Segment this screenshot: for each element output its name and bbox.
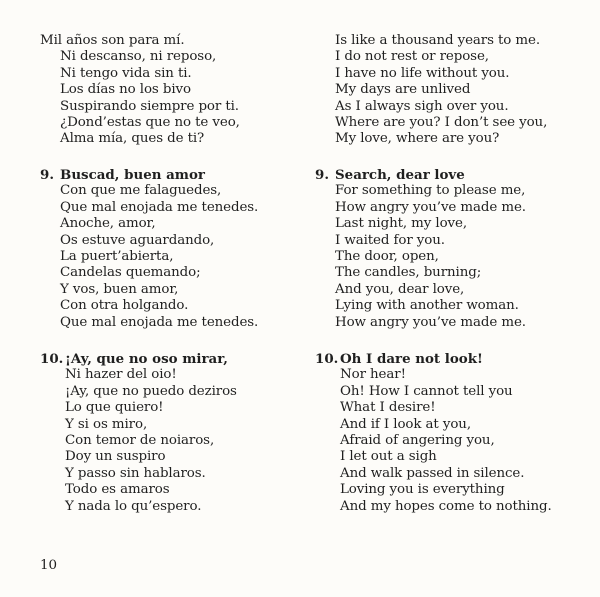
verse-line: And my hopes come to nothing. [340, 498, 552, 514]
verse-line: Last night, my love, [335, 216, 467, 232]
song-9-english [315, 167, 526, 331]
song-title: Search, dear love [335, 167, 465, 183]
song-title: Buscad, buen amor [60, 167, 205, 183]
verse-line: Ni hazer del oio! [65, 367, 177, 383]
verse-line: Suspirando siempre por ti. [60, 98, 239, 114]
song-title: Oh I dare not look! [340, 351, 483, 367]
song-heading [40, 167, 258, 183]
verse-line: How angry you’ve made me. [335, 314, 526, 330]
verse-line: Que mal enojada me tenedes. [60, 199, 259, 215]
verse-line: My days are unlived [335, 82, 471, 98]
verse-line: Que mal enojada me tenedes. [60, 314, 259, 330]
verse-line: Alma mía, ques de ti? [60, 131, 205, 147]
verse-line: And you, dear love, [335, 281, 465, 297]
verse-line: For something to please me, [335, 183, 526, 199]
verse-line: As I always sigh over you. [335, 98, 509, 114]
song-10-english [315, 351, 552, 515]
verse-line: Lo que quiero! [65, 400, 164, 416]
verse-line: How angry you’ve made me. [335, 199, 526, 215]
verse-line: Los días no los bivo [60, 82, 191, 98]
verse-line: La puert’abierta, [60, 248, 174, 264]
verse-line: The candles, burning; [335, 265, 482, 281]
verse-line: Con temor de noiaros, [65, 432, 215, 448]
verse-line: Doy un suspiro [65, 449, 166, 465]
verse-line: Ni tengo vida sin ti. [60, 65, 192, 81]
song-number: 10. [315, 351, 339, 367]
verse-line: My love, where are you? [335, 131, 500, 147]
song-heading [315, 167, 526, 183]
verse-line: And if I look at you, [340, 416, 471, 432]
verse-line: Y passo sin hablaros. [65, 465, 206, 481]
verse-line: Y vos, buen amor, [60, 281, 179, 297]
verse-line: Mil años son para mí. [40, 33, 185, 48]
verse-line: Is like a thousand years to me. [335, 33, 540, 48]
verse-line: Y si os miro, [65, 416, 148, 432]
song-heading [40, 351, 237, 367]
page-number: 10 [40, 558, 58, 573]
song-number: 9. [315, 167, 329, 183]
verse-line: ¡Ay, que no puedo deziros [65, 383, 237, 399]
song-number: 9. [40, 167, 54, 183]
verse-line: Oh! How I cannot tell you [340, 383, 513, 399]
verse-line: Afraid of angering you, [340, 432, 495, 448]
verse-line: ¿Dond’estas que no te veo, [60, 114, 240, 130]
verse-line: Where are you? I don’t see you, [335, 114, 548, 130]
verse-line: Nor hear! [340, 367, 406, 383]
song-number: 10. [40, 351, 64, 367]
verse-line: Ni descanso, ni reposo, [60, 49, 217, 65]
verse-line: I let out a sigh [340, 449, 437, 465]
verse-line: I waited for you. [335, 232, 445, 248]
verse-line: Candelas quemando; [60, 265, 201, 281]
verse-line: What I desire! [340, 400, 436, 416]
song-10-spanish [40, 351, 237, 515]
verse-line: Todo es amaros [65, 482, 170, 498]
song-title: ¡Ay, que no oso mirar, [65, 351, 228, 367]
verse-line: Anoche, amor, [60, 216, 156, 232]
verse-line: Os estuve aguardando, [60, 232, 215, 248]
verse-line: I have no life without you. [335, 65, 510, 81]
song-9-spanish [40, 167, 258, 331]
verse-line: Loving you is everything [340, 482, 505, 498]
verse-line: The door, open, [335, 248, 439, 264]
verse-line: Lying with another woman. [335, 298, 519, 314]
song-heading [315, 351, 552, 367]
intro-stanza-english [315, 33, 547, 148]
verse-line: And walk passed in silence. [340, 465, 525, 481]
verse-line: Y nada lo qu’espero. [65, 498, 202, 514]
verse-line: I do not rest or repose, [335, 49, 489, 65]
verse-line: Con otra holgando. [60, 298, 189, 314]
intro-stanza-spanish [40, 33, 240, 148]
verse-line: Con que me falaguedes, [60, 183, 222, 199]
